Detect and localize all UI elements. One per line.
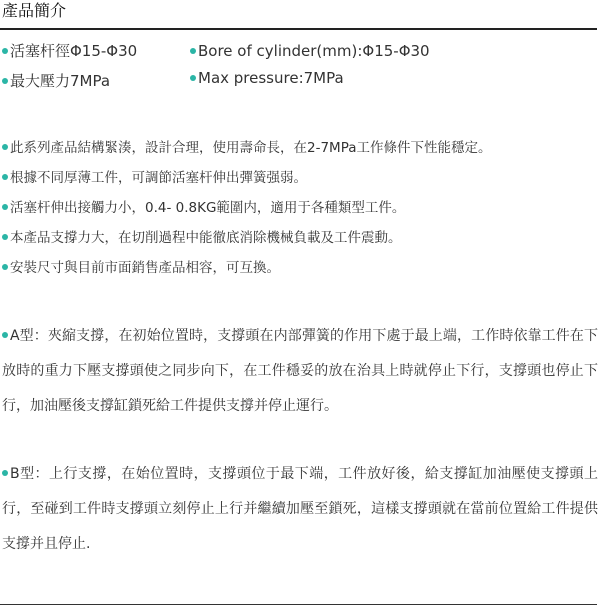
feature-text: 根據不同厚薄工件，可調節活塞杆伸出彈簧强弱。	[10, 170, 307, 186]
bullet-dot-icon	[2, 234, 8, 240]
spec-pressure-en	[190, 68, 344, 88]
spec-text: Bore of cylinder(mm):Φ15-Φ30	[198, 42, 430, 60]
feature-item	[2, 253, 600, 283]
bullet-dot-icon	[2, 48, 8, 54]
feature-text: 本產品支撐力大，在切削過程中能徹底消除機械負載及工件震動。	[10, 230, 402, 246]
bullet-dot-icon	[2, 78, 8, 84]
spec-bore-zh	[2, 41, 137, 61]
bullet-dot-icon	[2, 204, 8, 210]
feature-list	[2, 133, 600, 283]
bullet-dot-icon	[2, 144, 8, 150]
feature-item	[2, 163, 600, 193]
spec-text: 最大壓力7MPa	[10, 72, 111, 90]
feature-item	[2, 133, 600, 163]
spec-bore-en	[190, 41, 430, 61]
bullet-dot-icon	[2, 174, 8, 180]
type-b-description	[2, 457, 598, 562]
type-b-text: B型：上行支撐，在始位置時，支撐頭位于最下端，工件放好後，給支撐缸加油壓使支撐頭上行，至碰到工件時支撐頭立刻停止上行并繼續加壓至鎖死，這樣支撐頭就在當前位置給工件提供支撐并且停止.	[2, 466, 598, 552]
feature-text: 安裝尺寸與目前市面銷售產品相容，可互換。	[10, 260, 280, 276]
feature-text: 此系列產品結構緊湊，設計合理，使用壽命長，在2-7MPa工作條件下性能穩定。	[10, 140, 492, 156]
feature-item	[2, 223, 600, 253]
bullet-dot-icon	[2, 332, 8, 338]
type-a-description	[2, 319, 598, 424]
bullet-dot-icon	[2, 470, 8, 476]
page-title: 產品簡介	[2, 1, 67, 20]
bullet-dot-icon	[190, 48, 196, 54]
title-divider	[0, 28, 597, 30]
type-a-text: A型：夾縮支撐，在初始位置時，支撐頭在内部彈簧的作用下處于最上端，工作時依靠工件在下放時的重力下壓支撐頭使之同步向下，在工件穩妥的放在治具上時就停止下行，支撐頭也停止下行，加油壓後支撐缸鎖死給工件提供支撐并停止運行。	[2, 328, 598, 414]
spec-text: 活塞杆徑Φ15-Φ30	[10, 42, 138, 60]
feature-item	[2, 193, 600, 223]
bullet-dot-icon	[190, 75, 196, 81]
spec-pressure-zh	[2, 71, 110, 91]
spec-text: Max pressure:7MPa	[198, 69, 344, 87]
bullet-dot-icon	[2, 264, 8, 270]
feature-text: 活塞杆伸出接觸力小，0.4- 0.8KG範圍内，適用于各種類型工件。	[10, 200, 406, 216]
bottom-divider	[0, 604, 597, 605]
